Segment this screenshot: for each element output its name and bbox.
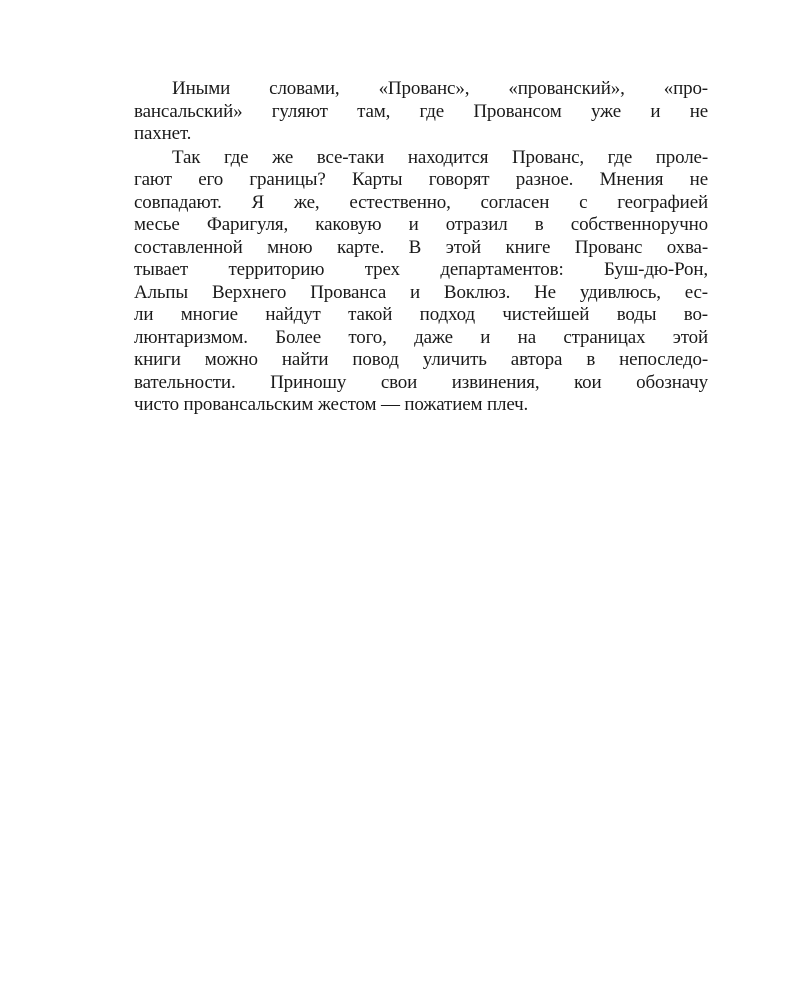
text-line: пахнет. [134,123,192,144]
text-line: Иными словами, «Прованс», «прованский», «про- [172,78,708,99]
text-line: гают его границы? Карты говорят разное. Мнения не [134,169,708,190]
text-line: тывает территорию трех департаментов: Буш-дю-Рон, [134,259,708,280]
text-line: вательности. Приношу свои извинения, кои обозначу [134,371,708,393]
paragraph-1 [134,78,708,146]
text-line: вансальский» гуляют там, где Провансом уже и не [134,100,708,122]
text-line: совпадают. Я же, естественно, согласен с географией [134,191,708,213]
text-line: чисто провансальским жестом — пожатием плеч. [134,394,529,415]
paragraph-2 [134,147,708,417]
text-line: Так где же все-таки находится Прованс, где проле- [172,146,708,168]
text-line: месье Фаригуля, каковую и отразил в собственноручно [134,214,708,235]
text-line: книги можно найти повод уличить автора в непоследо- [134,349,708,370]
body-text [134,78,708,417]
text-line: люнтаризмом. Более того, даже и на страницах этой [134,326,708,348]
text-line: ли многие найдут такой подход чистейшей воды во- [134,304,708,325]
text-line: составленной мною карте. В этой книге Прованс охва- [134,236,708,258]
text-line: Альпы Верхнего Прованса и Воклюз. Не удивлюсь, ес- [134,281,708,303]
